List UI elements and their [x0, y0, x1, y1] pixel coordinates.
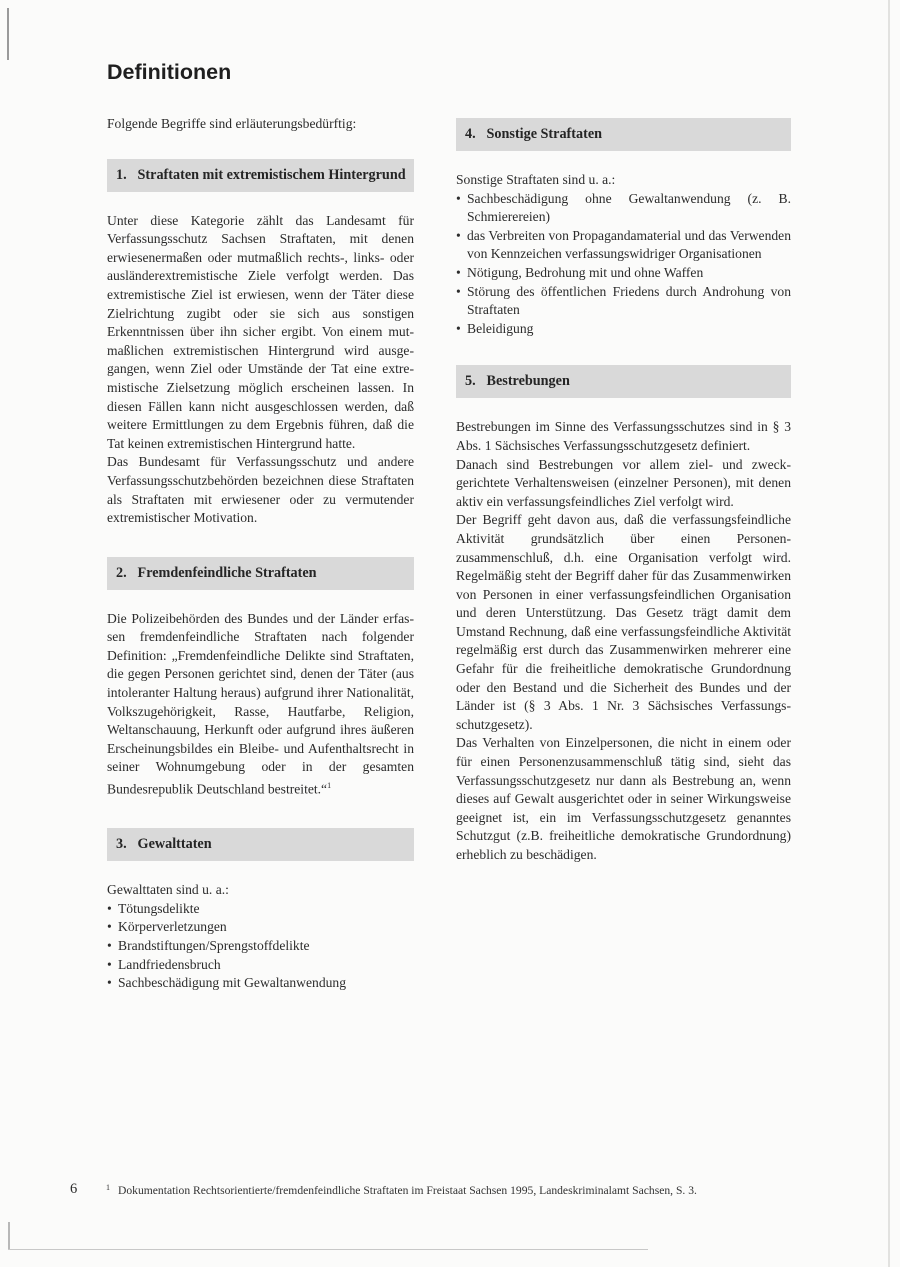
bullet-icon: • [456, 283, 461, 299]
section-5-paragraph-1: Bestrebungen im Sinne des Verfassungsschutzes sind in § 3 Abs. 1 Sächsisches Verfassungsschutzgesetz definiert. [456, 419, 791, 453]
section-title: Sonstige Straftaten [486, 126, 603, 142]
bullet-icon: • [456, 320, 461, 336]
footnote [106, 1183, 806, 1197]
left-column [107, 115, 414, 993]
scan-edge-right [888, 0, 890, 1267]
list-item: • Störung des öffentlichen Friedens durch Androhung von Straftaten [456, 283, 791, 318]
scan-edge-corner [8, 1222, 10, 1250]
list-item: • Sachbeschädigung ohne Gewaltanwendung (z. B. Schmierereien) [456, 190, 791, 225]
list-item: • Beleidigung [456, 320, 791, 339]
page-number: 6 [70, 1181, 78, 1197]
section-1-paragraph-1: Unter diese Kategorie zählt das Landesamt für Verfassungsschutz Sachsen Straftaten, mit denen erwiesenermaßen oder mutmaßlich rechts-, links- oder ausländerextremistische Ziele verfolgt werden. Das extremistische Ziel ist erwiesen, wenn der Täter diese Zielrichtung zugibt oder sie sich aus sonstigen Erkenntnissen über ihn sicher ergibt. Von einem mutmaßlichen extremistischen Hintergrund wird ausgegangen, wenn Ziel oder Umstände der Tat eine extremistische Zielsetzung möglich erscheinen lassen. In diesen Fällen kann nicht ausgeschlossen werden, daß weitere Ermittlungen zu dem Ergebnis führen, daß die Tat keinen extremistischen Hintergrund hatte. [107, 212, 414, 451]
bullet-icon: • [456, 190, 461, 206]
list-item: • Sachbeschädigung mit Gewaltanwendung [107, 974, 414, 993]
section-2-text: Die Polizeibehörden des Bundes und der Länder erfassen fremdenfeindliche Straftaten nach folgender Definition: „Fremdenfeindliche Delikte sind Straftaten, die gegen Personen gerichtet sind, denen der Täter (aus intoleranter Haltung heraus) aufgrund ihrer Nationalität, Volkszugehörigkeit, Rasse, Hautfarbe, Religion, Weltanschauung, Herkunft oder aufgrund ihres äußeren Erscheinungsbildes ein Bleibe- und Aufenthaltsrecht in seiner Wohnumgebung oder in der gesamten Bundesrepublik Deutschland bestreitet.“ [107, 610, 414, 797]
section-4-list [456, 190, 791, 339]
section-heading-5 [456, 365, 791, 398]
right-column [456, 118, 791, 865]
section-number: 4. [465, 126, 476, 142]
bullet-icon: • [107, 900, 112, 916]
section-title: Bestrebungen [486, 373, 570, 390]
section-2-paragraph [107, 610, 414, 799]
bullet-icon: • [107, 937, 112, 953]
scan-edge-bottom [8, 1249, 648, 1250]
section-5-paragraph-3: Der Begriff geht davon aus, daß die verfassungsfeindliche Aktivität grundsätzlich über einen Personenzusammenschluß, d.h. eine Organisation verfolgt wird. Regelmäßig steht der Begriff daher für das Zusammenwirken von Personen in einer verfassungsfeindlichen Organisation und deren Unterstützung. Das Gesetz trägt damit dem Umstand Rechnung, daß eine verfassungsfeindliche Aktivität regelmäßig erst durch das Zusammenwirken mehrerer eine Gefahr für die freiheitliche demokratische Grundordnung oder den Bestand und die Sicherheit des Bundes und der Länder ist (§ 3 Abs. 1 Nr. 3 Sächsisches Verfassungsschutzgesetz). [456, 512, 791, 732]
section-number: 5. [465, 373, 476, 390]
section-number: 3. [116, 836, 127, 853]
section-title: Gewalttaten [137, 836, 212, 853]
list-item: • Körperverletzungen [107, 918, 414, 937]
bullet-icon: • [107, 919, 112, 935]
bullet-icon: • [107, 975, 112, 991]
section-title: Fremdenfeindliche Straftaten [137, 564, 317, 581]
section-5-paragraph-2: Danach sind Bestrebungen vor allem ziel- und zweckgerichtete Verhaltensweisen (einzelner Personen), mit denen aktiv ein verfassungsfeindliches Ziel verfolgt wird. [456, 456, 791, 509]
section-4-lead: Sonstige Straftaten sind u. a.: [456, 172, 616, 187]
section-heading-4 [456, 118, 791, 151]
section-title: Straftaten mit extremistischem Hintergrund [137, 166, 406, 183]
list-item: • Landfriedensbruch [107, 956, 414, 975]
section-heading-1 [107, 159, 414, 192]
section-1-paragraph-2: Das Bundesamt für Verfassungsschutz und andere Verfassungsschutzbehörden bezeichnen diese Straftaten als Straftaten mit erwiesener oder zu vermutender extremistischer Motivation. [107, 454, 414, 526]
footnote-reference: 1 [327, 781, 332, 791]
page-title: Definitionen [107, 60, 232, 84]
list-item: • Tötungsdelikte [107, 900, 414, 919]
list-item: • Nötigung, Bedrohung mit und ohne Waffen [456, 264, 791, 283]
bullet-icon: • [456, 227, 461, 243]
list-item: • das Verbreiten von Propagandamaterial und das Verwenden von Kennzeichen verfassungswidriger Organisationen [456, 227, 791, 262]
footnote-mark: 1 [106, 1183, 110, 1192]
scan-edge-left [7, 8, 9, 60]
section-3-list [107, 900, 414, 993]
section-number: 2. [116, 564, 127, 581]
section-5-paragraph-4: Das Verhalten von Einzelpersonen, die nicht in einem oder für einen Personenzusammenschluß tätig sind, sieht das Verfassungsschutzgesetz nur dann als Bestrebung an, wenn dieses auf Gewalt ausgerichtet oder in seiner Wirkungsweise geeignet ist, ein im Verfassungsschutzgesetz genanntes Schutzgut (z.B. freiheitliche demokratische Grundordnung) erheblich zu beschädigen. [456, 735, 791, 862]
intro-text: Folgende Begriffe sind erläuterungsbedürftig: [107, 116, 357, 131]
footnote-text: Dokumentation Rechtsorientierte/fremdenfeindliche Straftaten im Freistaat Sachsen 1995, Landeskriminalamt Sachsen, S. 3. [118, 1184, 697, 1197]
bullet-icon: • [107, 956, 112, 972]
section-heading-3 [107, 828, 414, 861]
section-3-lead: Gewalttaten sind u. a.: [107, 882, 229, 898]
list-item: • Brandstiftungen/Sprengstoffdelikte [107, 937, 414, 956]
bullet-icon: • [456, 264, 461, 280]
section-number: 1. [116, 166, 127, 183]
section-heading-2 [107, 557, 414, 590]
